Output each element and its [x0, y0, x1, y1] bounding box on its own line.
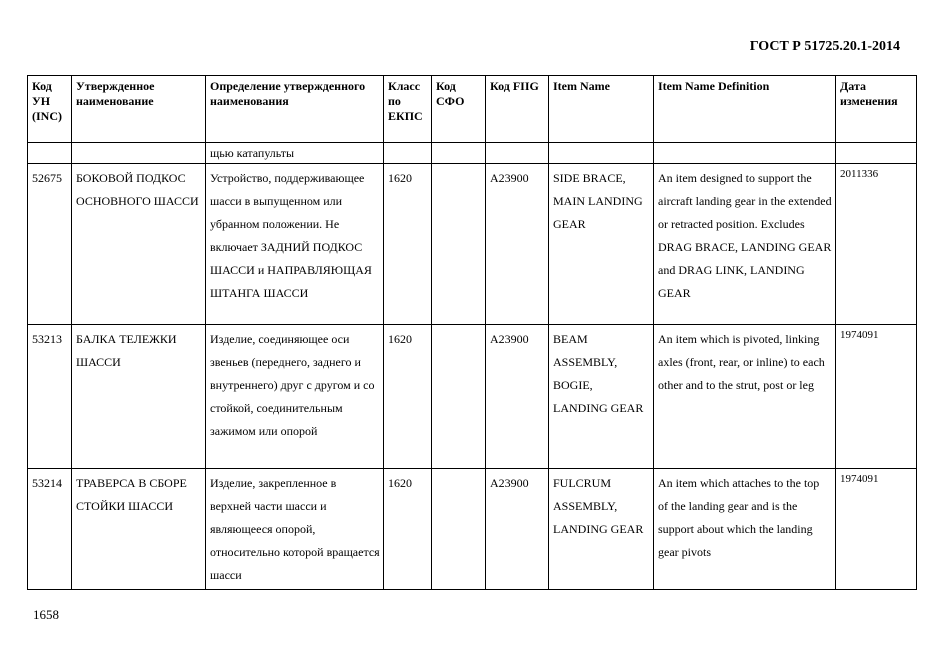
header-name-en: Item Name	[549, 76, 654, 143]
cell-def-ru: щью катапульты	[206, 143, 384, 164]
catalog-table	[27, 75, 917, 590]
header-def-ru: Определение утвержденного наименования	[206, 76, 384, 143]
cell-fiig: A23900	[486, 164, 549, 325]
cell-def-en	[654, 143, 836, 164]
header-row	[28, 76, 917, 143]
cell-class	[384, 143, 432, 164]
table-row	[28, 164, 917, 325]
table-row	[28, 469, 917, 590]
cell-sfo	[432, 325, 486, 469]
cell-inc: 53213	[28, 325, 72, 469]
table-row	[28, 325, 917, 469]
header-def-en: Item Name Definition	[654, 76, 836, 143]
cell-name-ru: БОКОВОЙ ПОДКОС ОСНОВНОГО ШАССИ	[72, 164, 206, 325]
cell-fiig: A23900	[486, 325, 549, 469]
cell-name-ru	[72, 143, 206, 164]
header-date: Дата изменения	[836, 76, 917, 143]
cell-name-en: BEAM ASSEMBLY, BOGIE, LANDING GEAR	[549, 325, 654, 469]
cell-def-en: An item designed to support the aircraft landing gear in the extended or retracted position. Excludes DRAG BRACE, LANDING GEAR and DRAG LINK, LANDING GEAR	[654, 164, 836, 325]
cell-name-ru: БАЛКА ТЕЛЕЖКИ ШАССИ	[72, 325, 206, 469]
cell-class: 1620	[384, 325, 432, 469]
cell-date: 1974091	[836, 325, 917, 469]
cell-sfo	[432, 143, 486, 164]
cell-sfo	[432, 164, 486, 325]
cell-inc: 52675	[28, 164, 72, 325]
cell-date: 2011336	[836, 164, 917, 325]
continuation-row	[28, 143, 917, 164]
cell-def-ru: Изделие, закрепленное в верхней части шасси и являющееся опорой, относительно которой вращается шасси	[206, 469, 384, 590]
header-class: Класс по ЕКПС	[384, 76, 432, 143]
header-fiig: Код FIIG	[486, 76, 549, 143]
cell-def-ru: Устройство, поддерживающее шасси в выпущенном или убранном положении. Не включает ЗАДНИЙ ПОДКОС ШАССИ и НАПРАВЛЯЮЩАЯ ШТАНГА ШАССИ	[206, 164, 384, 325]
cell-fiig	[486, 143, 549, 164]
cell-name-en: FULCRUM ASSEMBLY, LANDING GEAR	[549, 469, 654, 590]
cell-name-ru: ТРАВЕРСА В СБОРЕ СТОЙКИ ШАССИ	[72, 469, 206, 590]
cell-class: 1620	[384, 469, 432, 590]
cell-inc	[28, 143, 72, 164]
cell-def-en: An item which attaches to the top of the landing gear and is the support about which the landing gear pivots	[654, 469, 836, 590]
document-id: ГОСТ Р 51725.20.1-2014	[749, 39, 900, 54]
cell-class: 1620	[384, 164, 432, 325]
cell-date	[836, 143, 917, 164]
header-inc: Код УН (INC)	[28, 76, 72, 143]
cell-name-en	[549, 143, 654, 164]
cell-sfo	[432, 469, 486, 590]
cell-fiig: A23900	[486, 469, 549, 590]
cell-date: 1974091	[836, 469, 917, 590]
cell-name-en: SIDE BRACE, MAIN LANDING GEAR	[549, 164, 654, 325]
header-name-ru: Утвержденное наименование	[72, 76, 206, 143]
cell-def-ru: Изделие, соединяющее оси звеньев (переднего, заднего и внутреннего) друг с другом и со стойкой, соединительным зажимом или опорой	[206, 325, 384, 469]
cell-inc: 53214	[28, 469, 72, 590]
page-number: 1658	[33, 607, 59, 622]
cell-def-en: An item which is pivoted, linking axles (front, rear, or inline) to each other and to the strut, post or leg	[654, 325, 836, 469]
header-sfo: Код СФО	[432, 76, 486, 143]
